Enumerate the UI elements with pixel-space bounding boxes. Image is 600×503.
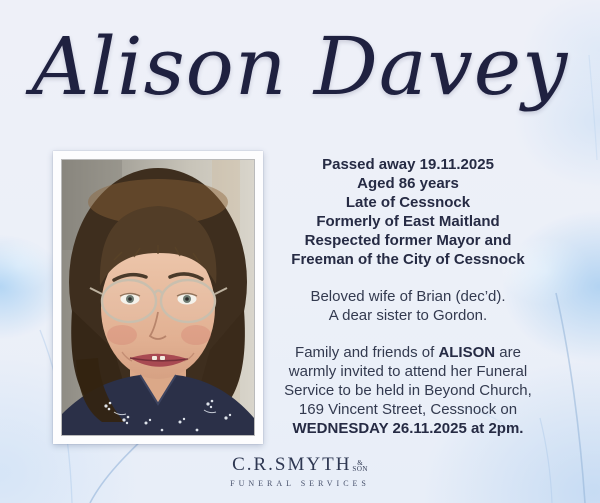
formerly-of-line: Formerly of East Maitland	[316, 213, 500, 230]
notice-details	[268, 155, 548, 456]
mayor-line: Respected former Mayor and	[304, 232, 512, 249]
freeman-line: Freeman of the City of Cessnock	[291, 251, 525, 268]
logo-son-text: SON	[352, 465, 368, 473]
invitation-lines	[268, 343, 548, 438]
logo-tagline: FUNERAL SERVICES	[230, 479, 370, 488]
invite-line-4: 169 Vincent Street, Cessnock on	[298, 401, 518, 418]
logo-brand-name: C.R.SMYTH	[232, 454, 352, 475]
deceased-name-title: Alison Davey	[31, 20, 569, 113]
invite-line-2: warmly invited to attend her Funeral	[288, 363, 528, 380]
header-lines	[268, 155, 548, 269]
photo-frame	[53, 151, 263, 444]
logo-brand-row	[232, 454, 368, 476]
age-line: Aged 86 years	[357, 175, 459, 192]
funeral-home-logo	[0, 454, 600, 488]
passed-away-line: Passed away 19.11.2025	[322, 156, 494, 173]
wife-line: Beloved wife of Brian (dec’d).	[310, 288, 506, 305]
logo-ampersand: &	[357, 459, 364, 467]
deceased-first-name: ALISON	[438, 344, 496, 361]
sister-line: A dear sister to Gordon.	[328, 307, 488, 324]
invite-line-3: Service to be held in Beyond Church,	[284, 382, 532, 399]
invite-line-1: Family and friends of ALISON are	[295, 344, 521, 361]
service-datetime-line: WEDNESDAY 26.11.2025 at 2pm.	[292, 420, 524, 437]
logo-and-son	[352, 460, 368, 472]
late-of-line: Late of Cessnock	[345, 194, 471, 211]
family-lines	[268, 287, 548, 325]
portrait-photo	[62, 160, 254, 435]
